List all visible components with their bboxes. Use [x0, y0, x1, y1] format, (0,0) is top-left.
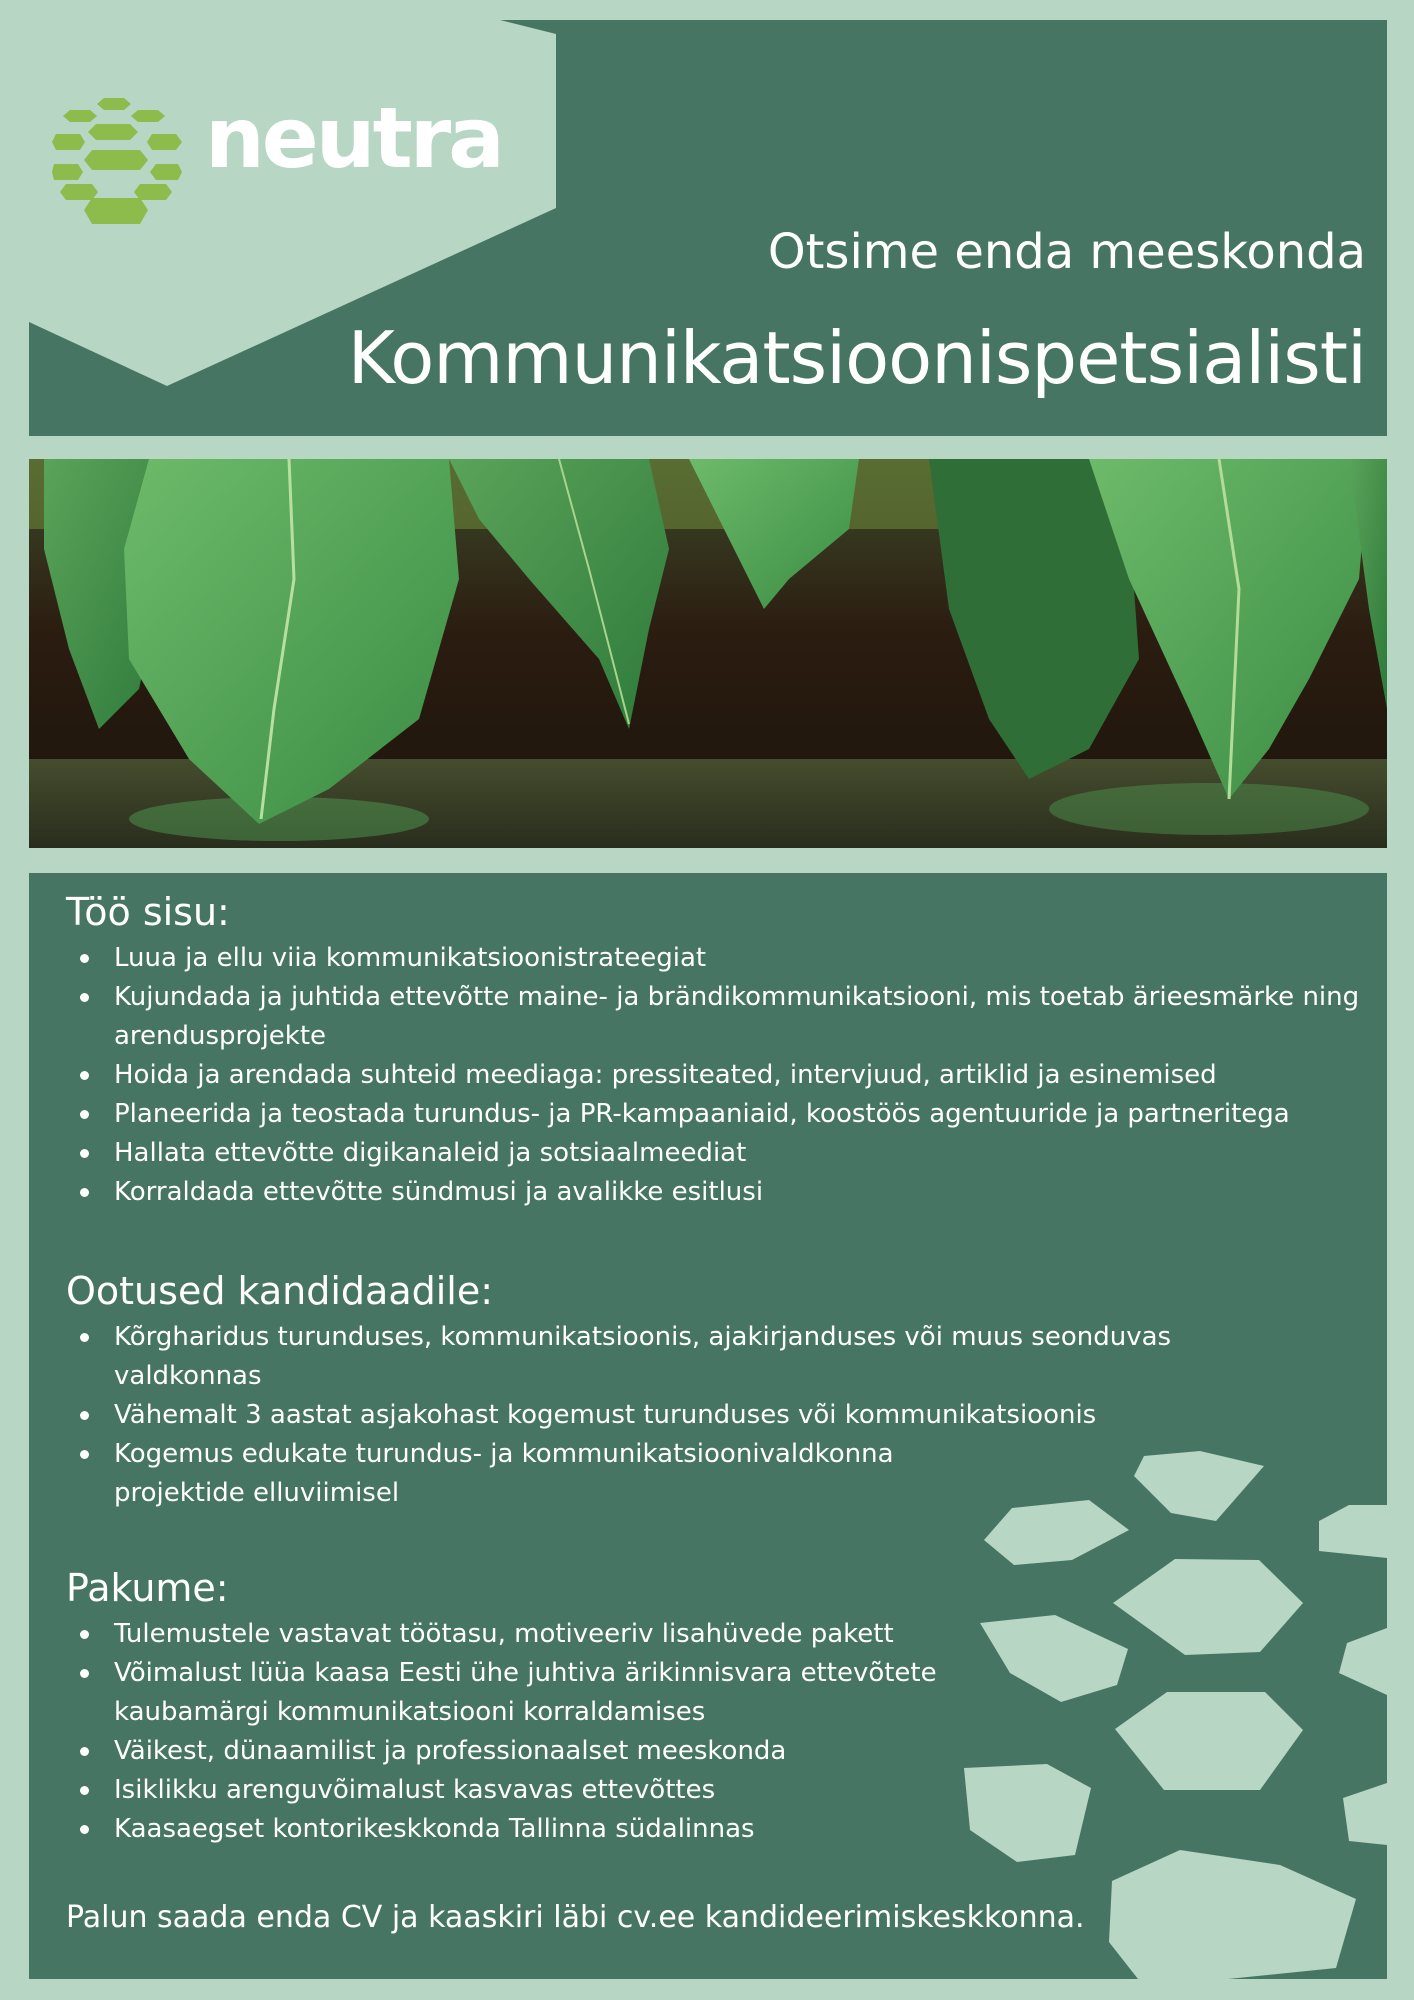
content-panel — [29, 873, 1387, 1979]
list-item: Hallata ettevõtte digikanaleid ja sotsiaalmeediat — [66, 1134, 1376, 1173]
list-item: Võimalust lüüa kaasa Eesti ühe juhtiva ärikinnisvara ettevõtete kaubamärgi kommunikatsiooni korraldamises — [66, 1654, 946, 1732]
expectations-list — [66, 1318, 1216, 1513]
application-instructions: Palun saada enda CV ja kaaskiri läbi cv.ee kandideerimiskeskkonna. — [66, 1900, 1085, 1935]
list-item: Kujundada ja juhtida ettevõtte maine- ja brändikommunikatsiooni, mis toetab ärieesmärke ning arendusprojekte — [66, 978, 1376, 1056]
section-heading-we-offer: Pakume: — [66, 1566, 229, 1610]
list-item: Kogemus edukate turundus- ja kommunikatsioonivaldkonna projektide elluviimisel — [66, 1435, 944, 1513]
list-item: Luua ja ellu viia kommunikatsioonistrateegiat — [66, 939, 1376, 978]
list-item: Isiklikku arenguvõimalust kasvavas ettevõttes — [66, 1771, 946, 1810]
list-item: Tulemustele vastavat töötasu, motiveeriv lisahüvede pakett — [66, 1615, 946, 1654]
list-item: Väikest, dünaamilist ja professionaalset meeskonda — [66, 1732, 946, 1771]
we-offer-list — [66, 1615, 946, 1849]
section-heading-job-content: Töö sisu: — [66, 890, 230, 934]
list-item: Korraldada ettevõtte sündmusi ja avalikke esitlusi — [66, 1173, 1376, 1212]
header-subtitle: Otsime enda meeskonda — [767, 224, 1366, 280]
list-item: Kaasaegset kontorikeskkonda Tallinna südalinnas — [66, 1810, 946, 1849]
job-title: Kommunikatsioonispetsialisti — [347, 316, 1366, 400]
list-item: Vähemalt 3 aastat asjakohast kogemust turunduses või kommunikatsioonis — [66, 1396, 1216, 1435]
neutra-logo-icon — [52, 98, 182, 226]
brand-name: neutra — [205, 89, 502, 187]
job-content-list — [66, 939, 1376, 1212]
section-heading-expectations: Ootused kandidaadile: — [66, 1269, 494, 1313]
list-item: Planeerida ja teostada turundus- ja PR-kampaaniaid, koostöös agentuuride ja partneritega — [66, 1095, 1376, 1134]
list-item: Hoida ja arendada suhteid meediaga: pressiteated, intervjuud, artiklid ja esinemised — [66, 1056, 1376, 1095]
list-item: Kõrgharidus turunduses, kommunikatsioonis, ajakirjanduses või muus seonduvas valdkonnas — [66, 1318, 1216, 1396]
leaves-photo — [29, 459, 1387, 848]
